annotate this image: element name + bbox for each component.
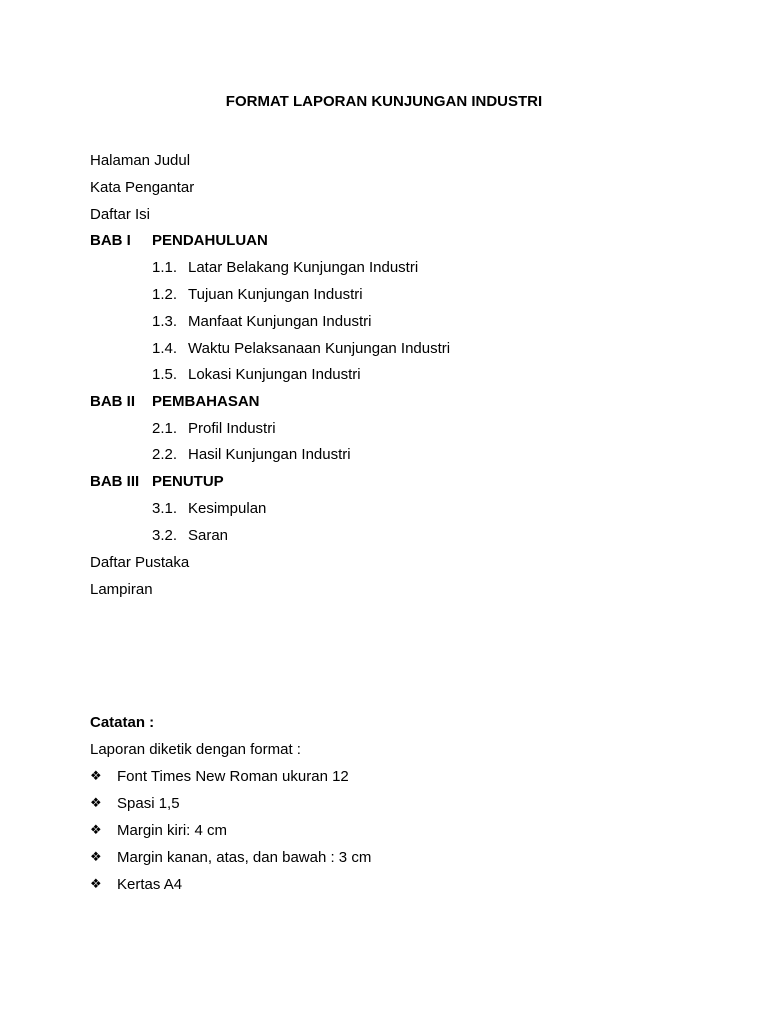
four-diamond-bullet-icon: ❖ bbox=[90, 850, 102, 865]
notes-intro: Laporan diketik dengan format : bbox=[90, 741, 301, 758]
back-matter-item: Daftar Pustaka bbox=[90, 554, 190, 571]
section-label: Manfaat Kunjungan Industri bbox=[188, 313, 372, 330]
four-diamond-bullet-icon: ❖ bbox=[90, 823, 102, 838]
section-label: Profil Industri bbox=[188, 420, 276, 437]
section-number: 3.2. bbox=[152, 527, 178, 544]
section-label: Hasil Kunjungan Industri bbox=[188, 446, 351, 463]
section-number: 1.1. bbox=[152, 259, 178, 276]
front-matter-item: Halaman Judul bbox=[90, 152, 191, 169]
section-number: 2.2. bbox=[152, 446, 178, 463]
notes-item-text: Spasi 1,5 bbox=[117, 795, 180, 812]
section-label: Saran bbox=[188, 527, 229, 544]
document-title: FORMAT LAPORAN KUNJUNGAN INDUSTRI bbox=[225, 93, 543, 110]
chapter-code: BAB II bbox=[90, 393, 135, 410]
section-label: Lokasi Kunjungan Industri bbox=[188, 366, 361, 383]
section-label: Waktu Pelaksanaan Kunjungan Industri bbox=[188, 340, 451, 357]
notes-item-text: Margin kiri: 4 cm bbox=[117, 822, 228, 839]
section-number: 1.2. bbox=[152, 286, 178, 303]
chapter-name: PEMBAHASAN bbox=[152, 393, 260, 410]
notes-item-text: Font Times New Roman ukuran 12 bbox=[117, 768, 349, 785]
section-number: 2.1. bbox=[152, 420, 178, 437]
section-number: 1.3. bbox=[152, 313, 178, 330]
chapter-name: PENUTUP bbox=[152, 473, 224, 490]
four-diamond-bullet-icon: ❖ bbox=[90, 796, 102, 811]
chapter-code: BAB III bbox=[90, 473, 140, 490]
four-diamond-bullet-icon: ❖ bbox=[90, 769, 102, 784]
chapter-code: BAB I bbox=[90, 232, 131, 249]
four-diamond-bullet-icon: ❖ bbox=[90, 877, 102, 892]
section-label: Tujuan Kunjungan Industri bbox=[188, 286, 363, 303]
front-matter-item: Daftar Isi bbox=[90, 206, 151, 223]
section-label: Latar Belakang Kunjungan Industri bbox=[188, 259, 419, 276]
notes-heading: Catatan : bbox=[90, 714, 155, 731]
section-number: 3.1. bbox=[152, 500, 178, 517]
back-matter-item: Lampiran bbox=[90, 581, 153, 598]
front-matter-item: Kata Pengantar bbox=[90, 179, 195, 196]
chapter-name: PENDAHULUAN bbox=[152, 232, 268, 249]
section-number: 1.5. bbox=[152, 366, 178, 383]
section-number: 1.4. bbox=[152, 340, 178, 357]
notes-item-text: Margin kanan, atas, dan bawah : 3 cm bbox=[117, 849, 372, 866]
notes-item-text: Kertas A4 bbox=[117, 876, 183, 893]
section-label: Kesimpulan bbox=[188, 500, 267, 517]
